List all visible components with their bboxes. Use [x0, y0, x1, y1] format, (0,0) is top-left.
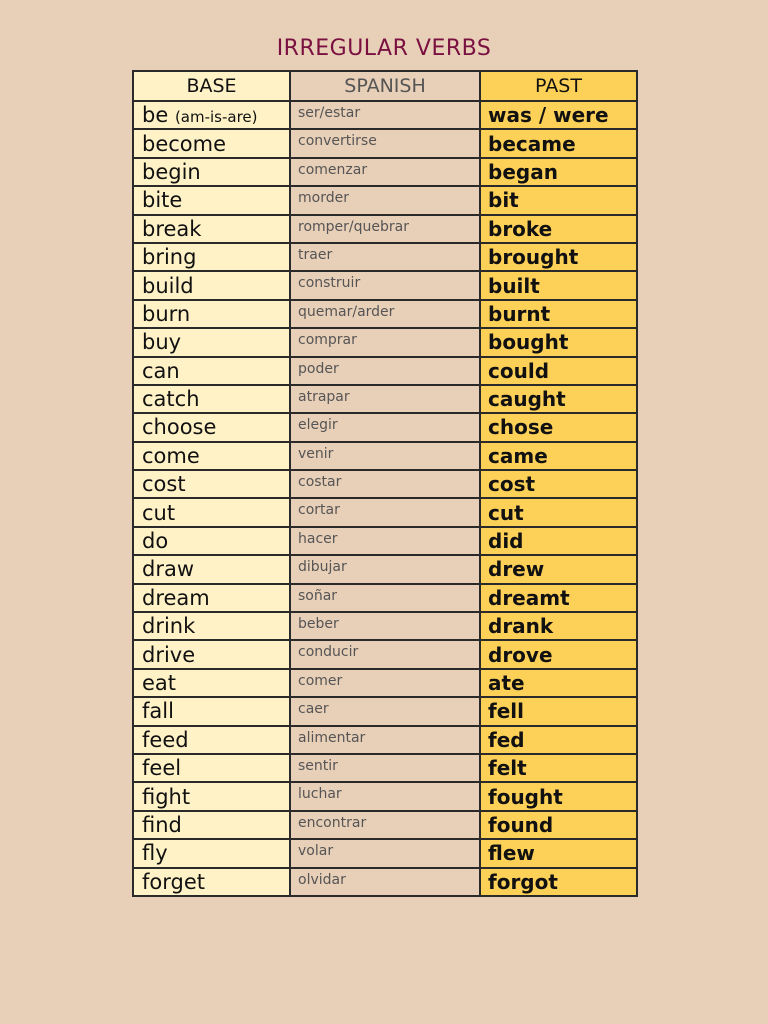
table-row	[133, 385, 637, 413]
cell-spanish: traer	[290, 243, 480, 271]
base-verb: fall	[142, 699, 174, 724]
cell-base	[133, 158, 290, 186]
cell-past: dreamt	[480, 584, 637, 612]
table-row	[133, 328, 637, 356]
base-verb: feel	[142, 756, 182, 781]
table-row	[133, 271, 637, 299]
cell-spanish: comenzar	[290, 158, 480, 186]
cell-past: fought	[480, 782, 637, 810]
cell-spanish: luchar	[290, 782, 480, 810]
cell-past: was / were	[480, 101, 637, 129]
cell-past: fed	[480, 726, 637, 754]
base-verb: dream	[142, 585, 210, 610]
table-row	[133, 498, 637, 526]
cell-spanish: poder	[290, 357, 480, 385]
table-row	[133, 697, 637, 725]
cell-past: forgot	[480, 868, 637, 896]
cell-past: drew	[480, 555, 637, 583]
cell-spanish: hacer	[290, 527, 480, 555]
cell-past: drank	[480, 612, 637, 640]
cell-base	[133, 811, 290, 839]
header-base: BASE	[133, 71, 290, 101]
cell-spanish: volar	[290, 839, 480, 867]
cell-past: found	[480, 811, 637, 839]
base-verb: become	[142, 131, 227, 156]
irregular-verbs-table	[132, 70, 638, 897]
base-verb: forget	[142, 869, 205, 894]
table-row	[133, 186, 637, 214]
base-verb: eat	[142, 671, 177, 695]
table-row	[133, 584, 637, 612]
base-verb: can	[142, 358, 180, 383]
cell-base	[133, 640, 290, 668]
cell-base	[133, 839, 290, 867]
cell-base	[133, 385, 290, 413]
base-verb: do	[142, 529, 169, 554]
cell-base	[133, 442, 290, 470]
table-row	[133, 470, 637, 498]
base-verb: buy	[142, 330, 182, 355]
base-verb: build	[142, 273, 194, 298]
base-verb: burn	[142, 301, 191, 326]
cell-spanish: caer	[290, 697, 480, 725]
table-row	[133, 640, 637, 668]
cell-past: caught	[480, 385, 637, 413]
base-verb: choose	[142, 415, 217, 440]
table-row	[133, 839, 637, 867]
cell-base	[133, 527, 290, 555]
page-title: IRREGULAR VERBS	[276, 36, 492, 61]
cell-spanish: soñar	[290, 584, 480, 612]
cell-past: did	[480, 527, 637, 555]
base-verb: begin	[142, 159, 201, 184]
cell-base	[133, 697, 290, 725]
table-row	[133, 726, 637, 754]
table-row	[133, 413, 637, 441]
header-past: PAST	[480, 71, 637, 101]
table-row	[133, 782, 637, 810]
cell-base	[133, 669, 290, 697]
cell-spanish: comer	[290, 669, 480, 697]
cell-past: ate	[480, 669, 637, 697]
cell-past: became	[480, 129, 637, 157]
cell-base	[133, 413, 290, 441]
cell-past: bought	[480, 328, 637, 356]
cell-spanish: venir	[290, 442, 480, 470]
cell-past: flew	[480, 839, 637, 867]
cell-base	[133, 754, 290, 782]
cell-base	[133, 271, 290, 299]
base-verb: bring	[142, 245, 197, 270]
cell-base	[133, 498, 290, 526]
cell-base	[133, 868, 290, 896]
header-spanish: SPANISH	[290, 71, 480, 101]
table-row	[133, 357, 637, 385]
cell-spanish: cortar	[290, 498, 480, 526]
table-row	[133, 527, 637, 555]
cell-spanish: costar	[290, 470, 480, 498]
base-verb: drink	[142, 614, 196, 639]
table-row	[133, 129, 637, 157]
cell-spanish: atrapar	[290, 385, 480, 413]
cell-base	[133, 300, 290, 328]
base-verb: cost	[142, 472, 186, 497]
cell-past: drove	[480, 640, 637, 668]
base-verb: cut	[142, 500, 176, 525]
cell-spanish: quemar/arder	[290, 300, 480, 328]
cell-base	[133, 612, 290, 640]
base-verb: drive	[142, 642, 196, 667]
cell-past: built	[480, 271, 637, 299]
table-row	[133, 754, 637, 782]
base-verb: bite	[142, 188, 183, 213]
base-verb: find	[142, 812, 182, 837]
cell-past: brought	[480, 243, 637, 271]
cell-base	[133, 215, 290, 243]
base-verb: catch	[142, 387, 200, 412]
cell-spanish: sentir	[290, 754, 480, 782]
table-row	[133, 300, 637, 328]
cell-past: could	[480, 357, 637, 385]
table-header-row	[133, 71, 637, 101]
cell-past: began	[480, 158, 637, 186]
cell-base	[133, 243, 290, 271]
cell-spanish: morder	[290, 186, 480, 214]
table-row	[133, 612, 637, 640]
table-row	[133, 442, 637, 470]
base-verb: be	[142, 103, 169, 128]
base-verb: draw	[142, 557, 195, 582]
cell-past: chose	[480, 413, 637, 441]
cell-past: burnt	[480, 300, 637, 328]
table-row	[133, 811, 637, 839]
cell-past: came	[480, 442, 637, 470]
table-row	[133, 215, 637, 243]
base-verb: fly	[142, 841, 168, 866]
cell-spanish: construir	[290, 271, 480, 299]
base-verb: come	[142, 443, 200, 468]
base-verb: feed	[142, 727, 189, 752]
base-verb-note: (am-is-are)	[174, 108, 258, 127]
table-body	[133, 101, 637, 896]
cell-spanish: romper/quebrar	[290, 215, 480, 243]
cell-past: bit	[480, 186, 637, 214]
table-row	[133, 555, 637, 583]
cell-spanish: convertirse	[290, 129, 480, 157]
cell-base	[133, 470, 290, 498]
base-verb: break	[142, 216, 202, 241]
cell-base	[133, 129, 290, 157]
cell-spanish: encontrar	[290, 811, 480, 839]
cell-base	[133, 357, 290, 385]
cell-base	[133, 186, 290, 214]
cell-past: felt	[480, 754, 637, 782]
cell-base	[133, 328, 290, 356]
cell-base	[133, 584, 290, 612]
cell-spanish: conducir	[290, 640, 480, 668]
base-verb: fight	[142, 784, 191, 809]
table-row	[133, 868, 637, 896]
table-row	[133, 158, 637, 186]
cell-past: cost	[480, 470, 637, 498]
cell-spanish: elegir	[290, 413, 480, 441]
cell-spanish: comprar	[290, 328, 480, 356]
cell-spanish: olvidar	[290, 868, 480, 896]
table-row	[133, 669, 637, 697]
cell-spanish: dibujar	[290, 555, 480, 583]
cell-base	[133, 101, 290, 129]
cell-base	[133, 726, 290, 754]
table-row	[133, 101, 637, 129]
table-row	[133, 243, 637, 271]
cell-spanish: ser/estar	[290, 101, 480, 129]
cell-base	[133, 782, 290, 810]
cell-past: fell	[480, 697, 637, 725]
cell-spanish: alimentar	[290, 726, 480, 754]
cell-base	[133, 555, 290, 583]
cell-past: broke	[480, 215, 637, 243]
cell-spanish: beber	[290, 612, 480, 640]
cell-past: cut	[480, 498, 637, 526]
